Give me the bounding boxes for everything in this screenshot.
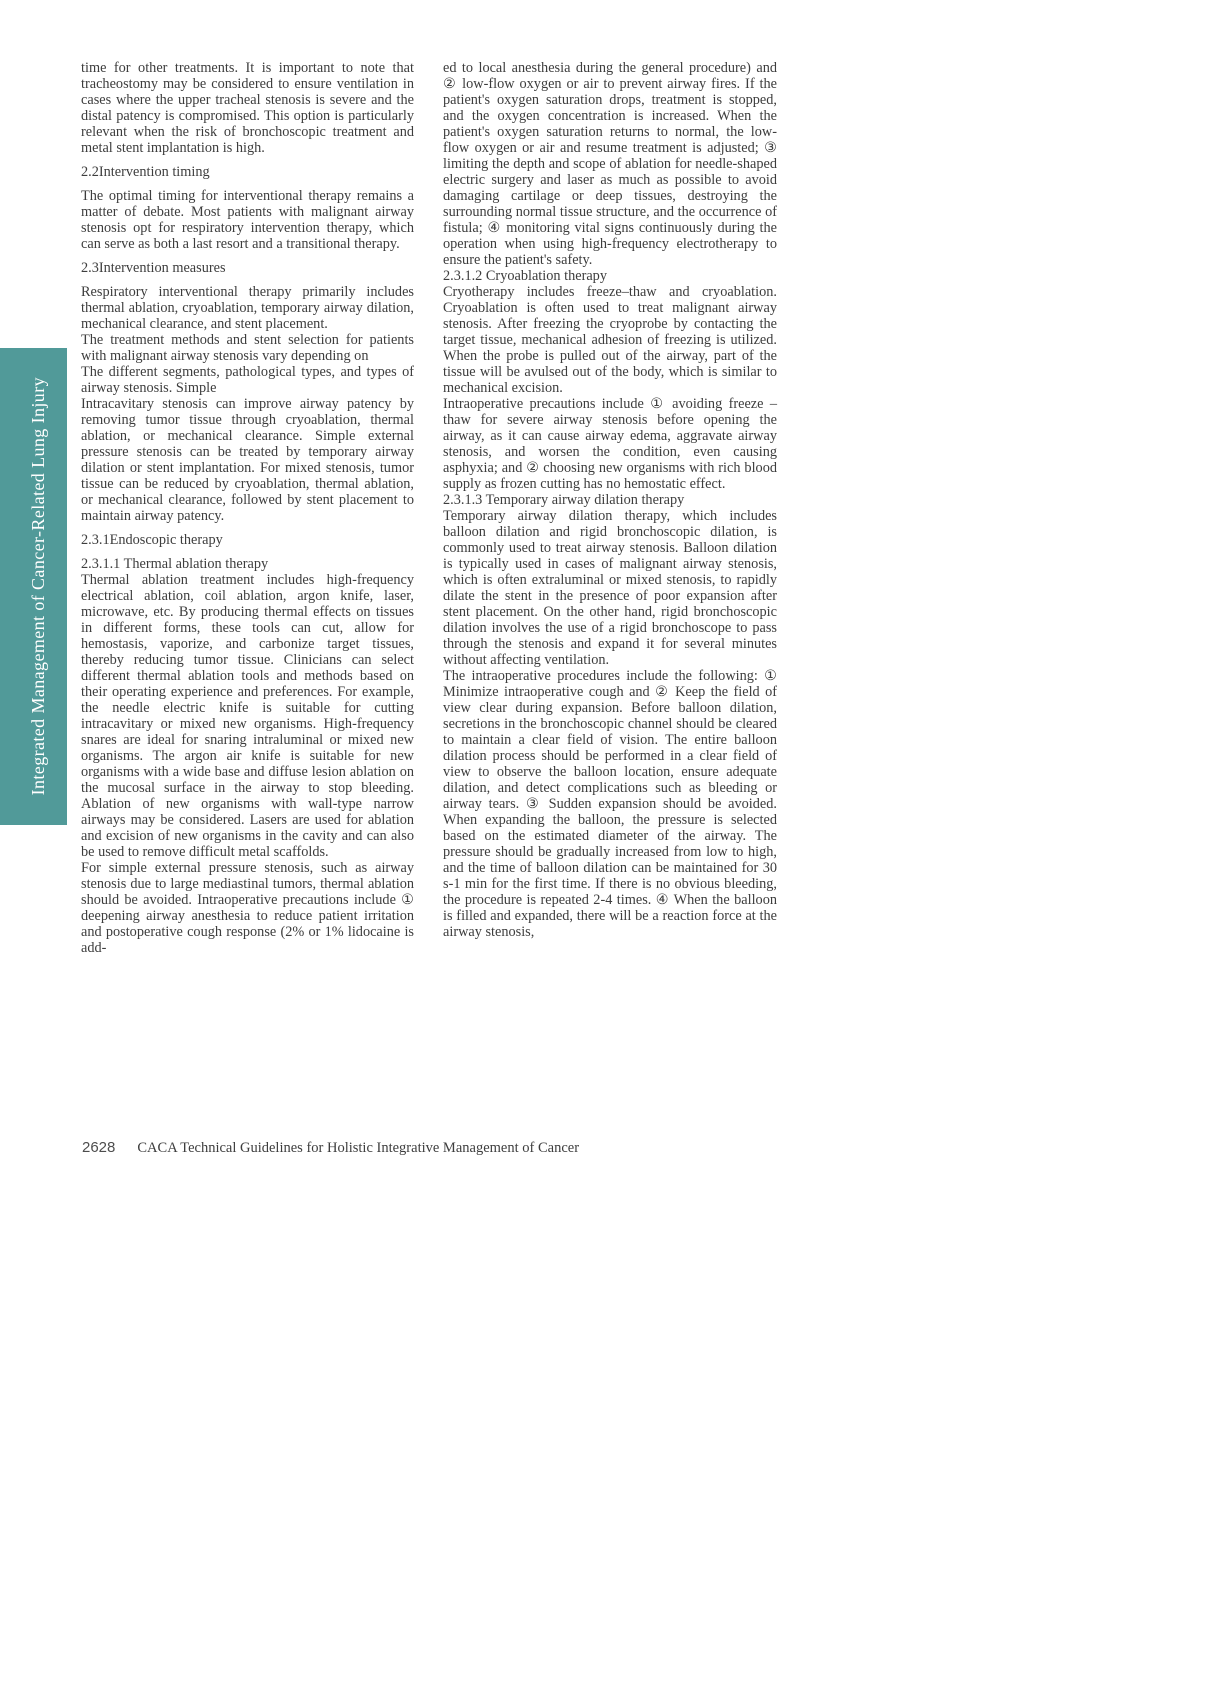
- section-heading: 2.3.1.2 Cryoablation therapy: [443, 268, 607, 284]
- paragraph: For simple external pressure stenosis, such as airway stenosis due to large mediastinal tumors, thermal ablation should be avoided. Intraoperative precautions include ① deepening airway anesthesia to reduce patient irritation and postoperative cough response (2% or 1% lidocaine is add-: [81, 860, 414, 956]
- section-heading: 2.3.1.3 Temporary airway dilation therapy: [443, 492, 685, 508]
- section-heading: 2.3.1Endoscopic therapy: [81, 532, 223, 548]
- text-column-right: [443, 60, 777, 940]
- sidebar-banner: [0, 348, 67, 825]
- section-heading: 2.2Intervention timing: [81, 164, 210, 180]
- paragraph: The intraoperative procedures include the following: ① Minimize intraoperative cough and ② Keep the field of view clear during expansion. Before balloon dilation, secretions in the bronchoscopic channel should be cleared to maintain a clear field of vision. The entire balloon dilation process should be performed in a clear field of view to observe the balloon location, ensure adequate dilation, and detect complications such as bleeding or airway tears. ③ Sudden expansion should be avoided. When expanding the balloon, the pressure is selected based on the estimated diameter of the airway. The pressure should be gradually increased from low to high, and the time of balloon dilation can be maintained for 30 s-1 min for the first time. If there is no obvious bleeding, the procedure is repeated 2-4 times. ④ When the balloon is filled and expanded, there will be a reaction force at the airway stenosis,: [443, 668, 777, 940]
- sidebar-banner-label: Integrated Management of Cancer-Related Lung Injury: [28, 377, 48, 796]
- paragraph: time for other treatments. It is important to note that tracheostomy may be considered to ensure ventilation in cases where the upper tracheal stenosis is severe and the distal patency is compromised. This option is particularly relevant when the risk of bronchoscopic treatment and metal stent implantation is high.: [81, 60, 414, 156]
- paragraph: The different segments, pathological types, and types of airway stenosis. Simple: [81, 364, 414, 396]
- paragraph: ed to local anesthesia during the general procedure) and ② low-flow oxygen or air to prevent airway fires. If the patient's oxygen saturation drops, treatment is stopped, and the oxygen concentration is increased. When the patient's oxygen saturation returns to normal, the low-flow oxygen or air and resume treatment is adjusted; ③ limiting the depth and scope of ablation for needle-shaped electric surgery and laser as much as possible to avoid damaging cartilage or deep tissues, destroying the surrounding normal tissue structure, and the occurrence of fistula; ④ monitoring vital signs continuously during the operation when using high-frequency electrotherapy to ensure the patient's safety.: [443, 60, 777, 268]
- paragraph: The optimal timing for interventional therapy remains a matter of debate. Most patients with malignant airway stenosis opt for respiratory intervention therapy, which can serve as both a last resort and a transitional therapy.: [81, 188, 414, 252]
- page-number: 2628: [82, 1139, 116, 1156]
- paragraph: Respiratory interventional therapy primarily includes thermal ablation, cryoablation, temporary airway dilation, mechanical clearance, and stent placement.: [81, 284, 414, 332]
- text-column-left: [81, 60, 414, 956]
- paragraph: Intracavitary stenosis can improve airway patency by removing tumor tissue through cryoablation, thermal ablation, or mechanical clearance. Simple external pressure stenosis can be treated by temporary airway dilation or stent implantation. For mixed stenosis, tumor tissue can be reduced by cryoablation, thermal ablation, or mechanical clearance, followed by stent placement to maintain airway patency.: [81, 396, 414, 524]
- paragraph: The treatment methods and stent selection for patients with malignant airway stenosis vary depending on: [81, 332, 414, 364]
- section-heading: 2.3.1.1 Thermal ablation therapy: [81, 556, 269, 572]
- paragraph: Cryotherapy includes freeze–thaw and cryoablation. Cryoablation is often used to treat malignant airway stenosis. After freezing the cryoprobe by contacting the target tissue, mechanical adhesion of freezing is utilized. When the probe is pulled out of the airway, part of the tissue will be avulsed out of the body, which is similar to mechanical excision.: [443, 284, 777, 396]
- paragraph: Temporary airway dilation therapy, which includes balloon dilation and rigid bronchoscopic dilation, is commonly used to treat airway stenosis. Balloon dilation is typically used in cases of malignant airway stenosis, which is often extraluminal or mixed stenosis, to rapidly dilate the stent in the presence of poor expansion after stent placement. On the other hand, rigid bronchoscopic dilation involves the use of a rigid bronchoscope to pass through the stenosis and expand it for several minutes without affecting ventilation.: [443, 508, 777, 668]
- section-heading: 2.3Intervention measures: [81, 260, 226, 276]
- page-footer: [82, 1139, 579, 1157]
- paragraph: Intraoperative precautions include ① avoiding freeze – thaw for severe airway stenosis before opening the airway, as it can cause airway edema, aggravate airway stenosis, and worsen the condition, even causing asphyxia; and ② choosing new organisms with rich blood supply as frozen cutting has no hemostatic effect.: [443, 396, 777, 492]
- paragraph: Thermal ablation treatment includes high-frequency electrical ablation, coil ablation, argon knife, laser, microwave, etc. By producing thermal effects on tissues in different forms, these tools can cut, allow for hemostasis, vaporize, and carbonize target tissues, thereby reducing tumor tissue. Clinicians can select different thermal ablation tools and methods based on their operating experience and preferences. For example, the needle electric knife is suitable for cutting intracavitary or mixed new organisms. High-frequency snares are ideal for snaring intraluminal or mixed new organisms. The argon air knife is suitable for new organisms with a wide base and diffuse lesion ablation on the mucosal surface in the airway to stop bleeding. Ablation of new organisms with wall-type narrow airways may be considered. Lasers are used for ablation and excision of new organisms in the cavity and can also be used to remove difficult metal scaffolds.: [81, 572, 414, 860]
- footer-journal-title: CACA Technical Guidelines for Holistic Integrative Management of Cancer: [137, 1140, 580, 1156]
